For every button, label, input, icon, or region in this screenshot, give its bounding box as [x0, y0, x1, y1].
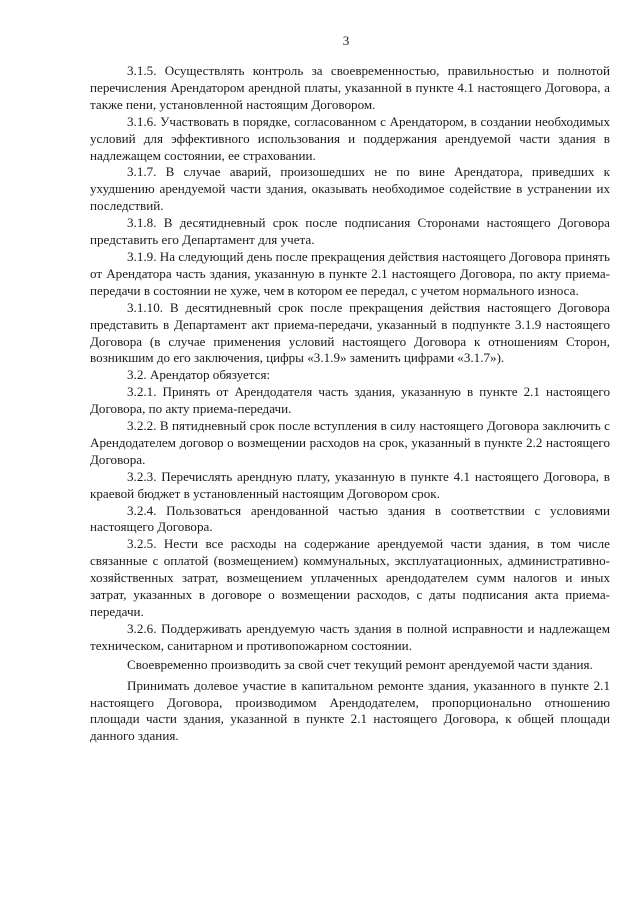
paragraph-3-2-1: 3.2.1. Принять от Арендодателя часть здания, указанную в пункте 2.1 настоящего Договора, по акту приема-передачи. — [90, 384, 610, 417]
paragraph-3-1-10: 3.1.10. В десятидневный срок после прекращения действия настоящего Договора представить в Департамент акт приема-передачи, указанный в подпункте 3.1.9 настоящего Договора (в случае применения условий настоящего Договора к отношениям Сторон, возникшим до его заключения, цифры «3.1.9» заменить цифрами «3.1.7»). — [90, 299, 610, 366]
paragraph-3-2-5: 3.2.5. Нести все расходы на содержание арендуемой части здания, в том числе связанные с оплатой (возмещением) коммунальных, эксплуатационных, административно-хозяйственных затрат, возмещением уплаченных арендодателем сумм налогов и иных затрат, указанных в договоре о возмещении расходов, с даты подписания акта приема-передачи. — [90, 536, 610, 619]
page-number: 3 — [342, 33, 350, 48]
paragraph-3-2-2: 3.2.2. В пятидневный срок после вступления в силу настоящего Договора заключить с Арендодателем договор о возмещении расходов на срок, указанный в пункте 2.2 настоящего Договора. — [90, 418, 610, 467]
paragraph-3-2-4: 3.2.4. Пользоваться арендованной частью здания в соответствии с условиями настоящего Договора. — [90, 502, 610, 535]
paragraph-3-1-6: 3.1.6. Участвовать в порядке, согласованном с Арендатором, в создании необходимых условий для эффективного использования и поддержания арендуемой части здания в надлежащем состоянии, ее страховании. — [90, 113, 610, 163]
paragraph-repair: Своевременно производить за свой счет текущий ремонт арендуемой части здания. — [127, 656, 593, 672]
paragraph-3-2: 3.2. Арендатор обязуется: — [127, 367, 271, 383]
paragraph-3-2-6: 3.2.6. Поддерживать арендуемую часть здания в полной исправности и надлежащем техническом, санитарном и противопожарном состоянии. — [90, 620, 610, 653]
paragraph-capital-repair: Принимать долевое участие в капитальном ремонте здания, указанного в пункте 2.1 настоящего Договора, производимом Арендодателем, пропорционально отношению площади части здания, указанной в пункте 2.1 настоящего Договора, к общей площади данного здания. — [90, 677, 610, 744]
paragraph-3-2-3: 3.2.3. Перечислять арендную плату, указанную в пункте 4.1 настоящего Договора, в краевой бюджет в установленный настоящим Договором срок. — [90, 468, 610, 501]
paragraph-3-1-9: 3.1.9. На следующий день после прекращения действия настоящего Договора принять от Арендатора часть здания, указанную в пункте 2.1 настоящего Договора, по акту приема-передачи в состоянии не хуже, чем в котором ее передал, с учетом нормального износа. — [90, 248, 610, 298]
paragraph-3-1-7: 3.1.7. В случае аварий, произошедших не по вине Арендатора, приведших к ухудшению арендуемой части здания, оказывать необходимое содействие в устранении их последствий. — [90, 164, 610, 214]
paragraph-3-1-5: 3.1.5. Осуществлять контроль за своевременностью, правильностью и полнотой перечисления Арендатором арендной платы, указанной в пункте 4.1 настоящего Договора, а также пени, установленной настоящим Договором. — [90, 63, 610, 112]
paragraph-3-1-8: 3.1.8. В десятидневный срок после подписания Сторонами настоящего Договора представить его Департамент для учета. — [90, 215, 610, 248]
document-body — [90, 63, 610, 745]
